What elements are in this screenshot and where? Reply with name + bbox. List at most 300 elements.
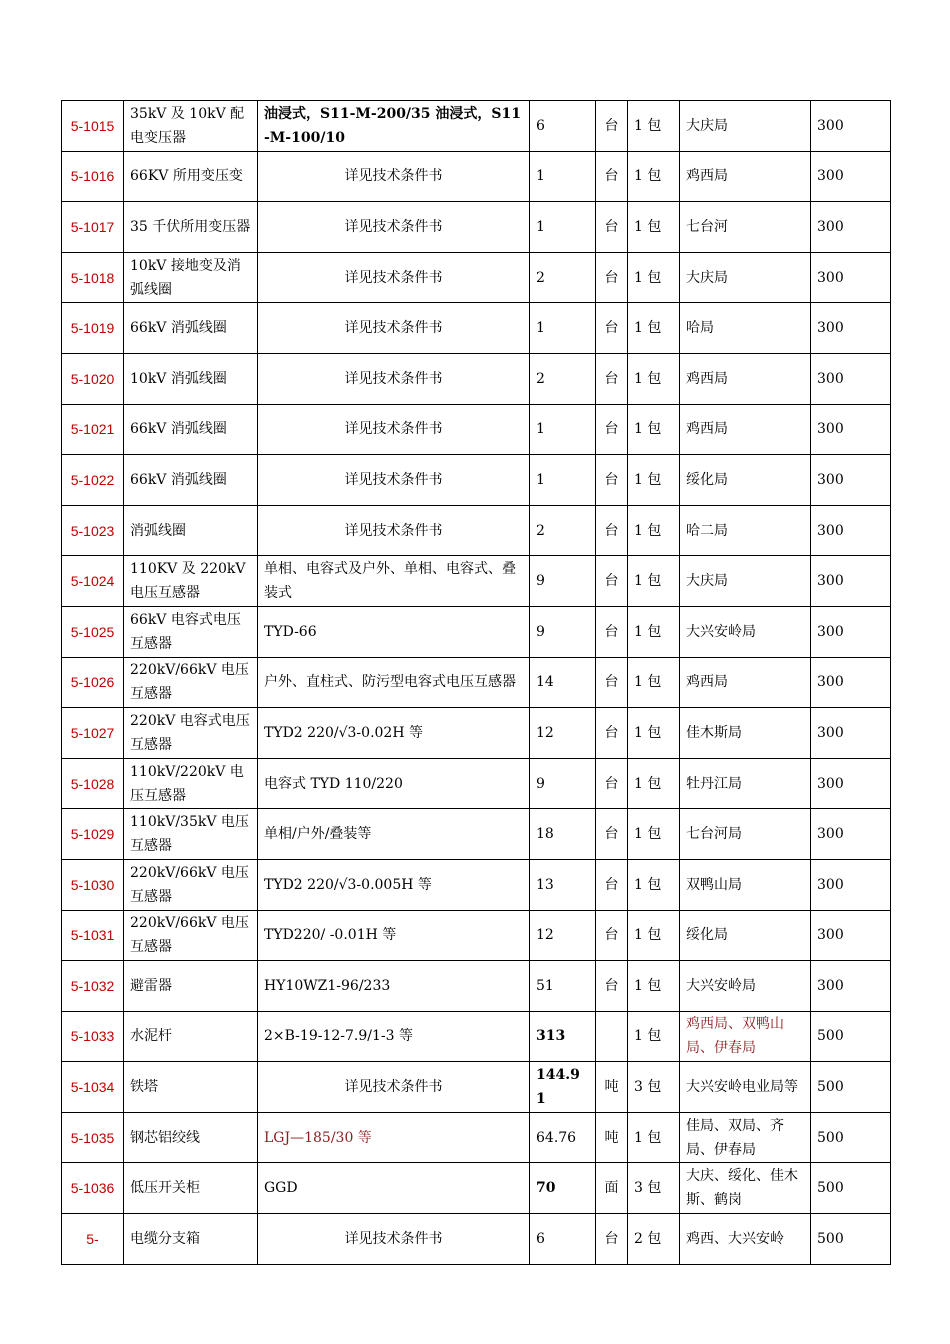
item-location-cell [680, 809, 811, 860]
item-code-cell-text: 5-1036 [70, 1180, 115, 1197]
item-unit-cell [596, 809, 628, 860]
item-name-cell [124, 202, 258, 253]
item-price-cell-text: 300 [817, 370, 844, 387]
item-unit-cell-text: 台 [604, 269, 619, 286]
item-quantity-cell-text: 13 [536, 876, 554, 893]
item-quantity-cell-text: 1 [536, 218, 545, 235]
item-location-cell [680, 556, 811, 607]
item-code-cell [62, 404, 124, 455]
item-location-cell [680, 961, 811, 1012]
item-location-cell-text: 绥化局 [686, 927, 728, 944]
item-package-cell-text: 1 包 [634, 320, 662, 337]
item-name-cell [124, 101, 258, 152]
item-spec-cell [258, 151, 530, 202]
item-spec-cell-text: 详见技术条件书 [344, 1230, 443, 1247]
item-spec-cell-text: 详见技术条件书 [344, 218, 443, 235]
item-unit-cell-text: 台 [604, 674, 619, 691]
item-name-cell [124, 505, 258, 556]
item-spec-cell-text: 油浸式，S11-M-200/35 油浸式，S11-M-100/10 [264, 105, 521, 146]
item-location-cell [680, 1011, 811, 1062]
item-spec-cell [258, 252, 530, 303]
table-row [62, 1062, 891, 1113]
item-code-cell [62, 1214, 124, 1265]
item-price-cell-text: 500 [817, 1180, 844, 1197]
item-location-cell-text: 鸡西、大兴安岭 [686, 1230, 784, 1247]
item-package-cell [628, 809, 680, 860]
item-name-cell-text: 220kV/66kV 电压互感器 [130, 864, 249, 905]
item-location-cell [680, 353, 811, 404]
item-unit-cell [596, 657, 628, 708]
item-location-cell-text: 鸡西局、双鸭山局、伊春局 [686, 1016, 784, 1057]
item-quantity-cell-text: 2 [536, 522, 545, 539]
table-row [62, 1163, 891, 1214]
item-code-cell-text: 5-1034 [70, 1079, 115, 1096]
item-spec-cell-text: HY10WZ1-96/233 [264, 977, 391, 994]
item-unit-cell-text: 台 [604, 876, 619, 893]
item-spec-cell [258, 1011, 530, 1062]
item-name-cell [124, 657, 258, 708]
item-price-cell [811, 910, 891, 961]
item-package-cell-text: 2 包 [634, 1230, 662, 1247]
item-location-cell [680, 455, 811, 506]
item-package-cell-text: 1 包 [634, 471, 662, 488]
item-quantity-cell [530, 1112, 596, 1163]
item-name-cell-text: 避雷器 [130, 977, 172, 994]
item-quantity-cell-text: 12 [536, 724, 554, 741]
item-location-cell-text: 大庆局 [686, 269, 728, 286]
item-quantity-cell-text: 9 [536, 573, 545, 590]
item-spec-cell [258, 303, 530, 354]
item-spec-cell [258, 809, 530, 860]
item-name-cell-text: 水泥杆 [130, 1028, 172, 1045]
item-name-cell-text: 消弧线圈 [130, 522, 186, 539]
item-quantity-cell-text: 1 [536, 421, 545, 438]
item-package-cell-text: 1 包 [634, 269, 662, 286]
table-row [62, 556, 891, 607]
item-price-cell-text: 300 [817, 977, 844, 994]
item-unit-cell [596, 151, 628, 202]
item-quantity-cell-text: 2 [536, 269, 545, 286]
item-name-cell [124, 556, 258, 607]
item-price-cell [811, 809, 891, 860]
item-name-cell [124, 1112, 258, 1163]
item-unit-cell [596, 758, 628, 809]
item-spec-cell-text: 详见技术条件书 [344, 269, 443, 286]
item-name-cell [124, 1163, 258, 1214]
item-quantity-cell [530, 505, 596, 556]
item-code-cell-text: 5-1024 [70, 573, 115, 590]
item-code-cell [62, 961, 124, 1012]
item-price-cell-text: 300 [817, 674, 844, 691]
item-unit-cell-text: 台 [604, 927, 619, 944]
item-price-cell-text: 300 [817, 623, 844, 640]
item-unit-cell [596, 404, 628, 455]
item-spec-cell [258, 657, 530, 708]
item-name-cell-text: 66KV 所用变压变 [130, 168, 243, 185]
item-name-cell-text: 220kV 电容式电压互感器 [130, 712, 250, 753]
item-quantity-cell [530, 606, 596, 657]
item-spec-cell [258, 353, 530, 404]
item-price-cell-text: 300 [817, 269, 844, 286]
item-code-cell [62, 809, 124, 860]
item-code-cell-text: 5-1030 [70, 876, 115, 893]
item-location-cell [680, 657, 811, 708]
item-price-cell-text: 500 [817, 1129, 844, 1146]
item-spec-cell-text: TYD220/ -0.01H 等 [264, 927, 397, 944]
item-code-cell [62, 606, 124, 657]
item-price-cell [811, 353, 891, 404]
item-location-cell [680, 606, 811, 657]
item-quantity-cell [530, 455, 596, 506]
item-code-cell-text: 5-1025 [70, 623, 115, 640]
item-code-cell-text: 5-1028 [70, 775, 115, 792]
item-quantity-cell [530, 1062, 596, 1113]
item-quantity-cell [530, 859, 596, 910]
item-quantity-cell [530, 353, 596, 404]
item-code-cell-text: 5-1020 [70, 370, 115, 387]
item-quantity-cell-text: 6 [536, 117, 545, 134]
table-row [62, 252, 891, 303]
item-name-cell-text: 10kV 消弧线圈 [130, 370, 227, 387]
item-price-cell-text: 300 [817, 421, 844, 438]
item-name-cell-text: 220kV/66kV 电压互感器 [130, 915, 249, 956]
item-package-cell [628, 151, 680, 202]
item-unit-cell [596, 101, 628, 152]
item-name-cell-text: 220kV/66kV 电压互感器 [130, 662, 249, 703]
item-price-cell-text: 300 [817, 522, 844, 539]
table-row [62, 809, 891, 860]
item-package-cell [628, 708, 680, 759]
item-code-cell [62, 151, 124, 202]
item-unit-cell [596, 1112, 628, 1163]
item-package-cell-text: 1 包 [634, 623, 662, 640]
table-row [62, 1011, 891, 1062]
item-unit-cell-text: 吨 [604, 1079, 619, 1096]
item-price-cell [811, 455, 891, 506]
table-row [62, 303, 891, 354]
item-package-cell [628, 910, 680, 961]
item-unit-cell-text: 台 [604, 977, 619, 994]
item-location-cell-text: 牡丹江局 [686, 775, 742, 792]
item-location-cell [680, 758, 811, 809]
item-spec-cell-text: 详见技术条件书 [344, 421, 443, 438]
table-row [62, 708, 891, 759]
item-spec-cell [258, 758, 530, 809]
item-location-cell-text: 鸡西局 [686, 674, 728, 691]
item-package-cell [628, 505, 680, 556]
item-unit-cell [596, 353, 628, 404]
item-location-cell [680, 1214, 811, 1265]
item-package-cell [628, 101, 680, 152]
item-quantity-cell [530, 303, 596, 354]
item-spec-cell [258, 101, 530, 152]
item-price-cell [811, 1163, 891, 1214]
item-name-cell [124, 606, 258, 657]
item-package-cell-text: 1 包 [634, 977, 662, 994]
item-name-cell [124, 758, 258, 809]
item-location-cell-text: 绥化局 [686, 471, 728, 488]
item-name-cell-text: 110KV 及 220kV 电压互感器 [130, 561, 246, 602]
item-quantity-cell [530, 708, 596, 759]
item-quantity-cell-text: 9 [536, 775, 545, 792]
item-price-cell-text: 300 [817, 573, 844, 590]
item-package-cell [628, 657, 680, 708]
item-quantity-cell-text: 14 [536, 674, 554, 691]
item-code-cell [62, 910, 124, 961]
item-unit-cell [596, 202, 628, 253]
item-spec-cell [258, 1214, 530, 1265]
item-code-cell [62, 353, 124, 404]
item-location-cell [680, 1163, 811, 1214]
item-package-cell-text: 3 包 [634, 1180, 662, 1197]
item-spec-cell [258, 708, 530, 759]
item-code-cell-text: 5-1031 [70, 927, 115, 944]
item-price-cell [811, 758, 891, 809]
item-package-cell [628, 556, 680, 607]
item-quantity-cell [530, 1011, 596, 1062]
item-price-cell-text: 300 [817, 876, 844, 893]
item-quantity-cell-text: 2 [536, 370, 545, 387]
item-name-cell-text: 钢芯铝绞线 [130, 1129, 200, 1146]
item-location-cell-text: 鸡西局 [686, 370, 728, 387]
item-package-cell-text: 1 包 [634, 876, 662, 893]
item-code-cell [62, 1011, 124, 1062]
item-name-cell-text: 110kV/35kV 电压互感器 [130, 814, 249, 855]
item-spec-cell-text: 详见技术条件书 [344, 522, 443, 539]
item-package-cell [628, 353, 680, 404]
item-package-cell [628, 303, 680, 354]
item-price-cell [811, 151, 891, 202]
item-location-cell [680, 101, 811, 152]
item-name-cell [124, 809, 258, 860]
item-code-cell-text: 5- [86, 1230, 99, 1247]
item-unit-cell-text: 台 [604, 218, 619, 235]
item-spec-cell-text: 详见技术条件书 [344, 1079, 443, 1096]
item-unit-cell-text: 台 [604, 168, 619, 185]
item-spec-cell [258, 404, 530, 455]
item-spec-cell [258, 505, 530, 556]
item-name-cell-text: 110kV/220kV 电压互感器 [130, 763, 244, 804]
item-package-cell-text: 1 包 [634, 421, 662, 438]
item-package-cell-text: 1 包 [634, 218, 662, 235]
item-name-cell [124, 910, 258, 961]
item-spec-cell [258, 1163, 530, 1214]
item-code-cell-text: 5-1022 [70, 471, 115, 488]
item-spec-cell [258, 910, 530, 961]
item-spec-cell [258, 961, 530, 1012]
item-unit-cell [596, 606, 628, 657]
item-package-cell [628, 455, 680, 506]
item-spec-cell [258, 202, 530, 253]
item-spec-cell [258, 556, 530, 607]
table-row [62, 657, 891, 708]
item-location-cell-text: 大庆、绥化、佳木斯、鹤岗 [686, 1168, 798, 1209]
item-quantity-cell [530, 404, 596, 455]
item-location-cell-text: 大兴安岭局 [686, 977, 756, 994]
item-location-cell-text: 哈二局 [686, 522, 728, 539]
item-spec-cell-text: GGD [264, 1180, 298, 1197]
item-location-cell-text: 鸡西局 [686, 421, 728, 438]
item-unit-cell-text: 台 [604, 826, 619, 843]
item-location-cell-text: 鸡西局 [686, 168, 728, 185]
item-unit-cell [596, 910, 628, 961]
item-location-cell-text: 大庆局 [686, 117, 728, 134]
item-code-cell [62, 657, 124, 708]
item-price-cell [811, 556, 891, 607]
item-quantity-cell-text: 12 [536, 927, 554, 944]
item-name-cell [124, 1214, 258, 1265]
item-code-cell [62, 101, 124, 152]
item-location-cell [680, 1112, 811, 1163]
item-package-cell-text: 1 包 [634, 522, 662, 539]
item-price-cell-text: 300 [817, 724, 844, 741]
item-quantity-cell-text: 6 [536, 1230, 545, 1247]
table-row [62, 101, 891, 152]
item-code-cell-text: 5-1032 [70, 977, 115, 994]
item-quantity-cell-text: 313 [536, 1028, 566, 1045]
item-name-cell-text: 66kV 电容式电压互感器 [130, 611, 241, 652]
item-spec-cell-text: 详见技术条件书 [344, 168, 443, 185]
item-quantity-cell-text: 51 [536, 977, 554, 994]
item-code-cell [62, 455, 124, 506]
table-row [62, 202, 891, 253]
table-row [62, 961, 891, 1012]
item-name-cell-text: 铁塔 [130, 1079, 158, 1096]
item-code-cell-text: 5-1018 [70, 269, 115, 286]
item-unit-cell-text: 台 [604, 320, 619, 337]
item-unit-cell-text: 面 [604, 1180, 619, 1197]
item-unit-cell [596, 455, 628, 506]
item-package-cell-text: 1 包 [634, 674, 662, 691]
item-unit-cell [596, 708, 628, 759]
item-unit-cell-text: 台 [604, 623, 619, 640]
item-code-cell-text: 5-1026 [70, 674, 115, 691]
item-name-cell [124, 455, 258, 506]
item-quantity-cell [530, 910, 596, 961]
item-price-cell [811, 1214, 891, 1265]
item-price-cell [811, 859, 891, 910]
item-location-cell [680, 859, 811, 910]
item-location-cell [680, 202, 811, 253]
item-code-cell-text: 5-1029 [70, 826, 115, 843]
item-quantity-cell [530, 809, 596, 860]
item-package-cell [628, 758, 680, 809]
item-price-cell [811, 1062, 891, 1113]
item-spec-cell-text: 电容式 TYD 110/220 [264, 775, 403, 792]
item-code-cell [62, 252, 124, 303]
item-unit-cell-text: 吨 [604, 1129, 619, 1146]
item-price-cell [811, 252, 891, 303]
item-name-cell-text: 66kV 消弧线圈 [130, 421, 227, 438]
item-spec-cell-text: 详见技术条件书 [344, 320, 443, 337]
item-package-cell [628, 404, 680, 455]
item-package-cell [628, 961, 680, 1012]
item-name-cell [124, 353, 258, 404]
item-spec-cell [258, 455, 530, 506]
item-name-cell [124, 303, 258, 354]
item-price-cell [811, 303, 891, 354]
item-quantity-cell-text: 1 [536, 168, 545, 185]
item-code-cell [62, 1163, 124, 1214]
item-unit-cell [596, 1214, 628, 1265]
item-code-cell [62, 708, 124, 759]
item-quantity-cell [530, 151, 596, 202]
item-code-cell-text: 5-1021 [70, 421, 115, 438]
item-location-cell [680, 1062, 811, 1113]
item-package-cell-text: 1 包 [634, 1129, 662, 1146]
item-code-cell-text: 5-1035 [70, 1129, 115, 1146]
item-location-cell-text: 大兴安岭电业局等 [686, 1079, 798, 1096]
item-unit-cell [596, 252, 628, 303]
item-unit-cell-text: 台 [604, 724, 619, 741]
item-price-cell [811, 961, 891, 1012]
item-name-cell [124, 859, 258, 910]
item-package-cell [628, 1112, 680, 1163]
item-name-cell-text: 电缆分支箱 [130, 1230, 200, 1247]
item-quantity-cell-text: 144.91 [536, 1067, 580, 1108]
item-unit-cell-text: 台 [604, 421, 619, 438]
table-row [62, 758, 891, 809]
item-location-cell [680, 708, 811, 759]
table-row [62, 151, 891, 202]
item-spec-cell-text: 详见技术条件书 [344, 471, 443, 488]
item-price-cell-text: 500 [817, 1079, 844, 1096]
item-package-cell-text: 3 包 [634, 1079, 662, 1096]
item-quantity-cell [530, 1214, 596, 1265]
item-spec-cell-text: 2×B-19-12-7.9/1-3 等 [264, 1028, 413, 1045]
item-unit-cell-text: 台 [604, 775, 619, 792]
item-spec-cell-text: 户外、直柱式、防污型电容式电压互感器 [264, 674, 516, 691]
item-package-cell-text: 1 包 [634, 775, 662, 792]
item-location-cell-text: 大庆局 [686, 573, 728, 590]
item-unit-cell-text: 台 [604, 370, 619, 387]
table-row [62, 404, 891, 455]
item-price-cell [811, 101, 891, 152]
item-location-cell [680, 910, 811, 961]
item-price-cell-text: 500 [817, 1230, 844, 1247]
item-spec-cell-text: TYD2 220/√3-0.02H 等 [264, 724, 423, 741]
item-quantity-cell-text: 1 [536, 320, 545, 337]
item-package-cell-text: 1 包 [634, 117, 662, 134]
item-code-cell [62, 202, 124, 253]
item-price-cell [811, 404, 891, 455]
item-unit-cell [596, 505, 628, 556]
item-name-cell [124, 1011, 258, 1062]
item-package-cell [628, 1214, 680, 1265]
item-package-cell [628, 252, 680, 303]
table-row [62, 910, 891, 961]
item-spec-cell-text: TYD2 220/√3-0.005H 等 [264, 876, 432, 893]
item-name-cell-text: 35kV 及 10kV 配电变压器 [130, 105, 245, 146]
item-quantity-cell [530, 101, 596, 152]
item-spec-cell [258, 1062, 530, 1113]
item-unit-cell-text: 台 [604, 117, 619, 134]
item-package-cell-text: 1 包 [634, 927, 662, 944]
item-location-cell [680, 303, 811, 354]
item-price-cell-text: 300 [817, 471, 844, 488]
table-row [62, 353, 891, 404]
item-package-cell-text: 1 包 [634, 826, 662, 843]
item-package-cell [628, 1062, 680, 1113]
item-unit-cell [596, 1062, 628, 1113]
item-price-cell-text: 300 [817, 168, 844, 185]
item-quantity-cell [530, 252, 596, 303]
item-location-cell-text: 七台河局 [686, 826, 742, 843]
item-code-cell-text: 5-1023 [70, 522, 115, 539]
item-package-cell-text: 1 包 [634, 573, 662, 590]
item-code-cell [62, 859, 124, 910]
item-location-cell-text: 佳木斯局 [686, 724, 742, 741]
